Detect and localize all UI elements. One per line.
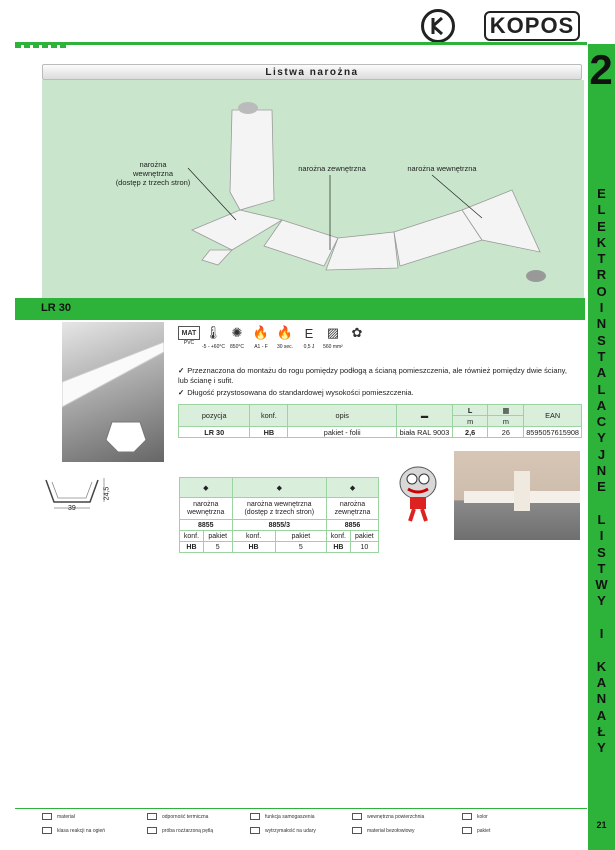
mat-icon: MAT PVC (178, 322, 200, 350)
legend-item (250, 813, 314, 820)
accessories-table (179, 477, 379, 553)
chapter-letter: E (597, 479, 606, 495)
icon-label: 560 mm² (323, 344, 343, 350)
chapter-letter: C (596, 414, 607, 430)
legend-item (352, 813, 424, 820)
chapter-letter: K (596, 658, 607, 674)
chapter-letter: L (597, 511, 606, 527)
page-title: Listwa narożna (42, 64, 582, 80)
bullet-1: ✓ Przeznaczona do montażu do rogu pomiędzy podłogą a ścianą pomieszczenia, ale również pomiędzy dwie ściany, lub ścianę i sufit. (178, 366, 567, 385)
accessory-photo-outer: ◆ (327, 478, 379, 498)
chapter-vertical-title (588, 186, 615, 756)
cross-section-icon: ▨ 560 mm² (323, 325, 343, 350)
legend-icon (250, 813, 260, 820)
legend-item (42, 813, 75, 820)
hero-label-inner: narożna wewnętrzna (407, 164, 477, 173)
legend-label: próba rozżarzoną pętlą (162, 827, 214, 834)
chapter-letter: T (597, 560, 606, 576)
header-konf: konf. (250, 405, 288, 427)
legend-label: materiał bezołowiowy (367, 827, 415, 834)
legend-icon (42, 813, 52, 820)
chapter-letter: N (596, 316, 607, 332)
accessory-photo-row (180, 478, 379, 498)
flame-icon: 🔥 A1 - F (250, 322, 272, 350)
color-icon: ▬ (397, 405, 453, 427)
legend-label: klasa reakcji na ogień (57, 827, 106, 834)
chapter-letter: A (596, 707, 607, 723)
legend-item (352, 827, 415, 834)
chapter-letter (588, 496, 615, 512)
hero-label-outer: narożna zewnętrzna (298, 164, 366, 173)
glow-wire-icon: ✺ 850°C (226, 322, 248, 350)
legend-icon (250, 827, 260, 834)
accessory-code-row: 8855 8855/3 8856 (180, 520, 379, 531)
legend-icon (462, 813, 472, 820)
chapter-letter: Y (597, 593, 606, 609)
legend-label: materiał (57, 813, 75, 820)
pack-icon: ▦ (488, 405, 524, 416)
accessory-photo-inner-three: ◆ (232, 478, 327, 498)
spec-icons (178, 322, 368, 350)
chapter-letter: W (595, 577, 608, 593)
thermometer-icon: 🌡 -5 - +60°C (202, 325, 225, 350)
legend-item (462, 827, 490, 834)
halogen-free-icon: ✿ (351, 325, 363, 340)
chapter-letter: Y (597, 740, 606, 756)
chapter-letter: A (596, 365, 607, 381)
accessory-photo-inner: ◆ (180, 478, 233, 498)
chapter-letter: A (596, 674, 607, 690)
header-ean: EAN (524, 405, 582, 427)
legend-item (147, 827, 213, 834)
header-rule (15, 42, 587, 45)
chapter-letter: E (597, 218, 606, 234)
icon-label: 850°C (230, 344, 244, 350)
legend-icon (42, 827, 52, 834)
brand-logo-text: KOPOS (484, 11, 580, 41)
legend-item (42, 827, 105, 834)
chapter-letter: A (596, 397, 607, 413)
description (178, 366, 578, 400)
table-row: HB 5 HB 5 HB 10 (180, 542, 379, 553)
chapter-letter: Ł (597, 723, 606, 739)
accessory-name-row: narożna wewnętrzna narożna wewnętrzna (dostęp z trzech stron) narożna zewnętrzna (180, 498, 379, 520)
legend-icon (352, 827, 362, 834)
chapter-letter: O (596, 283, 607, 299)
chapter-letter: N (596, 691, 607, 707)
chapter-letter: N (596, 463, 607, 479)
unit-pack: m (488, 416, 524, 427)
page-number: 21 (596, 820, 607, 830)
product-band (15, 298, 585, 320)
legend-icon (147, 813, 157, 820)
brand-logo-mark (421, 9, 455, 43)
legend-label: funkcja samogaszenia (265, 813, 315, 820)
chapter-letter: I (599, 626, 604, 642)
chapter-letter: L (597, 381, 606, 397)
legend-item (250, 827, 316, 834)
chapter-letter: K (596, 234, 607, 250)
icon-label: A1 - F (254, 344, 268, 350)
icon-label: PVC (183, 340, 195, 346)
chapter-letter: J (597, 446, 606, 462)
table-row: LR 30 HB pakiet - folii biała RAL 9003 2,6 26 8595057615908 (179, 427, 582, 438)
dim-height: 24,5 (103, 486, 111, 501)
product-name: LR 30 (41, 302, 71, 314)
table-header-row (179, 405, 582, 416)
mascot-illustration (388, 453, 448, 523)
chapter-letter: L (597, 202, 606, 218)
header-pozycja: pozycja (179, 405, 250, 427)
cross-section-drawing (42, 472, 112, 514)
chapter-letter: R (596, 267, 607, 283)
legend-item (147, 813, 208, 820)
chapter-letter: T (597, 251, 606, 267)
chapter-letter: Y (597, 430, 606, 446)
legend-label: pakiet (477, 827, 491, 834)
product-table (178, 404, 582, 438)
chapter-letter: I (599, 300, 604, 316)
chapter-letter (588, 642, 615, 658)
header-opis: opis (288, 405, 397, 427)
header-length: L (452, 405, 488, 416)
icon-label: 0,5 J (303, 344, 315, 350)
self-extinguish-icon: 🔥 30 sec. (274, 322, 296, 350)
hero-label-inner-three: narożna wewnętrzna (dostęp z trzech stron) (115, 160, 191, 187)
unit-length: m (452, 416, 488, 427)
chapter-number: 2 (589, 46, 613, 93)
chapter-letter: E (597, 186, 606, 201)
dim-width: 39 (68, 505, 76, 512)
icon-label: -5 - +60°C (202, 344, 225, 350)
accessory-subheader-row: konf. pakiet konf. pakiet konf. pakiet (180, 531, 379, 542)
legend-icon (147, 827, 157, 834)
header-dots (15, 42, 66, 48)
chapter-letter: I (599, 528, 604, 544)
installation-photo (454, 451, 580, 540)
legend-label: wytrzymałość na udary (265, 827, 316, 834)
icon-label: 30 sec. (276, 344, 294, 350)
legend-label: odporność termiczna (162, 813, 209, 820)
chapter-letter: S (597, 332, 606, 348)
chapter-letter: T (597, 348, 606, 364)
legend-icon (462, 827, 472, 834)
legend-label: wewnętrzna powierzchnia (367, 813, 425, 820)
chapter-letter (588, 610, 615, 626)
impact-icon: E 0,5 J (298, 322, 320, 350)
legend-label: kolor (477, 813, 488, 820)
bullet-2: ✓ Długość przystosowana do standardowej wysokości pomieszczenia. (178, 388, 414, 397)
hero-illustration (42, 80, 584, 298)
legend-icon (352, 813, 362, 820)
chapter-letter: S (597, 544, 606, 560)
legend-item (462, 813, 488, 820)
footer-rule (15, 808, 587, 809)
product-photo (62, 322, 164, 462)
